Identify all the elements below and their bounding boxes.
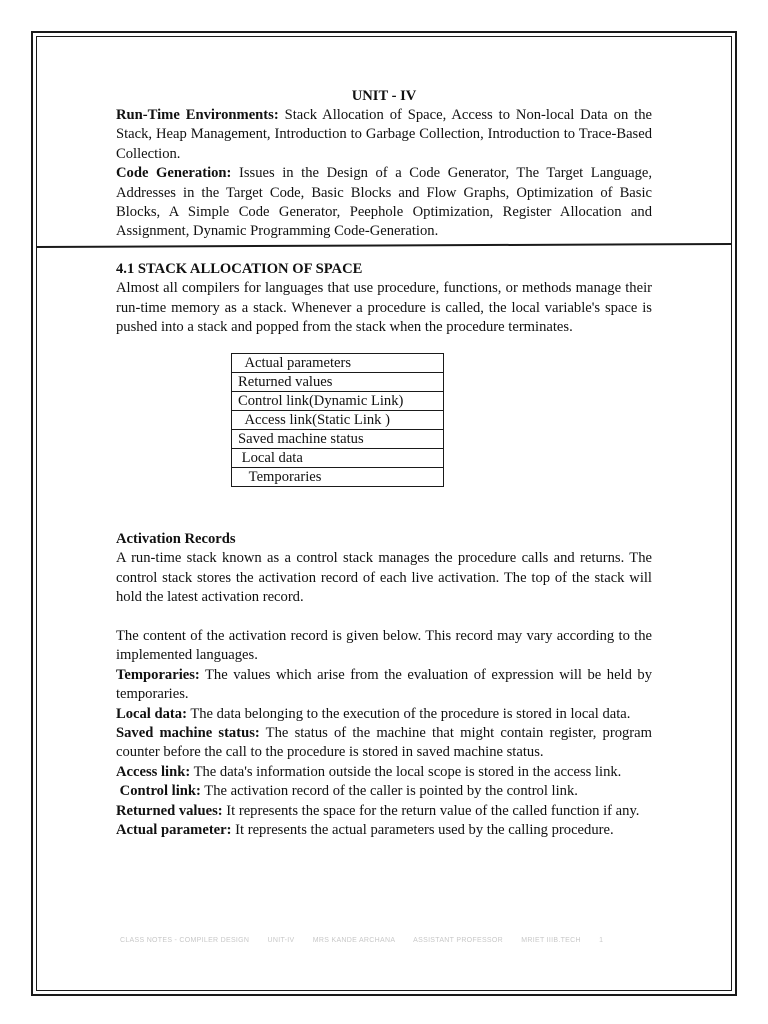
activation-title: Activation Records <box>116 531 236 547</box>
table-row <box>232 430 444 449</box>
section-intro: Almost all compilers for languages that use procedure, functions, or methods manage their run-time memory as a stack. Whenever a procedure is called, the local variable's space is pushed into a stack and popped from the stack when the procedure terminates. <box>116 280 652 336</box>
table-cell: Local data <box>232 449 444 468</box>
definition-desc: The values which arise from the evaluation of expression will be held by temporaries. <box>116 666 652 703</box>
paragraph-gap <box>116 608 652 627</box>
table-cell: Temporaries <box>232 468 444 487</box>
definition-item <box>116 802 652 821</box>
syllabus-heading: Code Generation: <box>116 165 232 182</box>
stack-allocation-section <box>116 260 652 338</box>
activation-record-table <box>231 353 444 487</box>
definition-term: Saved machine status: <box>116 725 260 742</box>
activation-para1: A run-time stack known as a control stack manages the procedure calls and returns. The control stack stores the activation record of each live activation. The top of the stack will hold the latest activation record. <box>116 550 652 606</box>
definition-term: Local data: <box>116 705 187 722</box>
table-cell: Access link(Static Link ) <box>232 411 444 430</box>
table-row <box>232 392 444 411</box>
definition-term: Returned values: <box>116 802 223 819</box>
footer-role: ASSISTANT PROFESSOR <box>413 937 504 944</box>
syllabus-text: Issues in the Design of a Code Generator, The Target Language, Addresses in the Target Code, Basic Blocks and Flow Graphs, Optimization of Basic Blocks, A Simple Code Generator, Peephole Optimization, Register Allocation and Assignment, Dynamic Programming Code-Generation. <box>116 165 652 240</box>
syllabus-text: Stack Allocation of Space, Access to Non-local Data on the Stack, Heap Management, Introduction to Garbage Collection, Introduction to Trace-Based Collection. <box>116 107 653 162</box>
table-cell: Actual parameters <box>232 354 444 373</box>
footer-dept: MRIET IIIB.TECH <box>521 937 581 944</box>
definition-desc: The data belonging to the execution of the procedure is stored in local data. <box>186 705 631 722</box>
syllabus-codegen <box>116 164 652 242</box>
syllabus-heading: Run-Time Environments: <box>116 107 279 123</box>
footer-unit: UNIT-IV <box>267 937 295 944</box>
definition-item <box>116 705 652 724</box>
footer-course: CLASS NOTES - COMPILER DESIGN <box>120 937 250 944</box>
table-row <box>232 449 444 468</box>
syllabus-runtime <box>116 106 652 164</box>
definition-term: Control link: <box>116 783 201 800</box>
page-footer <box>120 937 660 944</box>
unit-title: UNIT - IV <box>351 88 417 104</box>
definition-term: Access link: <box>116 763 191 780</box>
footer-author: MRS KANDE ARCHANA <box>312 937 396 944</box>
definition-item <box>116 821 652 840</box>
section-title: 4.1 STACK ALLOCATION OF SPACE <box>116 261 363 277</box>
definition-item <box>116 666 652 705</box>
footer-page-number: 1 <box>599 937 604 944</box>
table-row <box>232 411 444 430</box>
table-row <box>232 468 444 487</box>
definition-term: Temporaries: <box>116 666 200 683</box>
table-cell: Control link(Dynamic Link) <box>232 392 444 411</box>
syllabus-block <box>116 106 652 242</box>
definition-term: Actual parameter: <box>116 822 232 839</box>
activation-records-section <box>116 530 652 840</box>
activation-para2: The content of the activation record is given below. This record may vary according to the implemented languages. <box>116 628 652 664</box>
definition-item <box>116 782 652 801</box>
definition-desc: It represents the actual parameters used by the calling procedure. <box>231 822 614 839</box>
definition-desc: The data's information outside the local scope is stored in the access link. <box>190 763 622 780</box>
table-row <box>232 373 444 392</box>
definition-item <box>116 724 652 763</box>
definition-desc: The activation record of the caller is pointed by the control link. <box>200 783 578 800</box>
table-cell: Returned values <box>232 373 444 392</box>
table-row <box>232 354 444 373</box>
definition-item <box>116 763 652 782</box>
definition-desc: It represents the space for the return value of the called function if any. <box>222 802 640 819</box>
definition-desc: The status of the machine that might contain register, program counter before the call to the procedure is stored in saved machine status. <box>116 725 652 761</box>
table-cell: Saved machine status <box>232 430 444 449</box>
